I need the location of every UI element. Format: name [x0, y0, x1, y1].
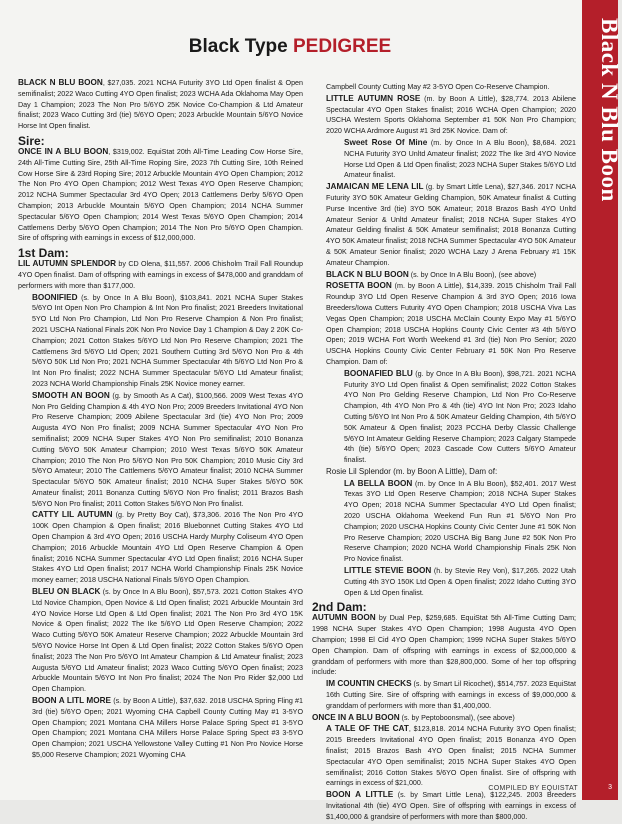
offspring-name: BOON A LITTLE [326, 790, 394, 800]
first-dam-entry [18, 259, 303, 291]
offspring-entry [312, 679, 576, 711]
grand-offspring-name: BOONAFIED BLU [344, 368, 413, 378]
offspring-entry [18, 510, 303, 586]
offspring-record: (m. by Boon A Little), $28,774. 2013 Abilene Spectacular 4YO Open Stakes finalist; 2016 WCHA Open Champion; 2020 USCHA Western Sports Oklahoma September #1 50K Non Pro Champion; 2020 WCHA Ardmore August #1 3rd 25K Novice. Dam of: [326, 94, 576, 136]
offspring-record: (s. by Once In A Blu Boon), (see above) [408, 270, 537, 279]
horse-name: BLACK N BLU BOON [18, 78, 103, 87]
offspring-record: (s. by Peptoboonsmal), (see above) [399, 713, 515, 722]
offspring-record: , $123,818. 2014 NCHA Futurity 3YO Open finalist; 2015 Breeders Invitational 4YO Open finalist; 2015 Bonanza 4YO Open finalist; 2015 Brazos Bash 4YO Open finalist; 2015 NCHA Summer Spectacular 4YO Open semifinalist; 2015 NCHA Super Stakes 4YO Open semifinalist; 2016 Cotton Stakes 5/6YO Open finalist. Sire of offspring with earnings in excess of $21,000. [326, 725, 576, 788]
sire-entry [18, 147, 303, 244]
offspring-record: (s. by Smart Lil Ricochet), $514,757. 2023 EquiStat 16th Cutting Sire. Sire of offspring with earnings in excess of $9,000,000 & granddam of performers with more than $1,400,000. [326, 680, 576, 710]
grand-offspring-entry [312, 138, 576, 181]
continued-text: Campbell County Cutting May #2 3-5YO Open Co-Reserve Champion. [326, 83, 550, 91]
offspring-name: JAMAICAN ME LENA LIL [326, 182, 424, 192]
grand-offspring-name: LA BELLA BOON [344, 478, 413, 488]
offspring-entry [18, 696, 303, 761]
left-column [18, 78, 303, 762]
offspring-name: BLEU ON BLACK [32, 587, 101, 597]
second-dam-name: AUTUMN BOON [312, 613, 376, 623]
grand-offspring-entry [312, 566, 576, 598]
grand-offspring-record: (m. by Once In A Blu Boon), $52,401. 2017 West Texas 3YO Ltd Open Reserve Champion; 2018 NCHA Super Stakes 4YO Open; 2018 NCHA Summer Spectacular 4YO Ltd Open finalist; 2020 USCHA Oklahoma Weekend Fun Run #1 5/6YO Non Pro Champion; 2020 USCHA Hopkins County Civic Center June #1 50K Non Pro Reserve Champion; 2020 USCHA Big Bang June #2 50K Non Pro Reserve Champion; 2020 NCHA World Championship Finals 25K Non Pro Novice finalist. [344, 479, 576, 564]
horse-entry [18, 78, 303, 132]
offspring-entry [312, 724, 576, 789]
offspring-name: BLACK N BLU BOON [326, 269, 409, 279]
offspring-name: ONCE IN A BLU BOON [312, 712, 400, 722]
offspring-record: (g. by Pretty Boy Cat), $73,306. 2016 The Non Pro 4YO 100K Open Champion & Open finalist; 2016 Bluebonnet Cutting Stakes 4YO Ltd Open Champion & 3rd 4YO Open; 2016 USCHA Hardy Murphy Coliseum 4YO Open Champion; 2016 Arbuckle Mountain 4YO Ltd Open Reserve Champion & Open finalist; 2016 NCHA Summer Spectacular 4YO Ltd Open finalist; 2016 NCHA Super Stakes 4YO Ltd Open finalist; 2017 NCHA World Championship Finals 25K Novice money earner; 2018 USCHA National Finals 5/6YO Open Champion. [32, 511, 303, 585]
grand-offspring-record: (g. by Once In A Blu Boon), $98,721. 2021 NCHA Futurity 3YO Ltd Open finalist & Open semifinalist; 2022 Cotton Stakes 4YO Non Pro Gelding Reserve Champion, Ltd Non Pro Co-Reserve Champion, 4th 4YO Non Pro & 4th (tie) 4YO Int Non Pro; 2023 Idaho Cutting 5/6YO Int Non Pro & 50K Amateur Gelding Champion, 4th 5/6YO 50K Amateur & Open finalist; 2023 PCCHA Derby Classic Challenge 5/6YO Int Amateur Gelding Reserve Champion; 2023 Calgary Stampede 4th (tie) 5/6YO Open; 2023 Cascade Cow Cutters 5/6YO Amateur finalist. [344, 369, 577, 465]
footer-credit: COMPILED BY EQUISTAT [488, 785, 578, 792]
sire-name: ONCE IN A BLU BOON [18, 146, 109, 156]
sire-record: , $319,002. EquiStat 20th All-Time Leading Cow Horse Sire, 24th All-Time Cutting Sire, 25th All-Time Roping Sire, 2023 7th Cutting Sire, 10th Reined Cow Horse Sire & 23rd Roping Sire; 2012 Arbuckle Mountain 4YO Open Champion; 2012 The Non Pro 4YO Open Champion; 2012 West Texas 4YO Open Reserve Champion; 2012 NCHA Summer Spectacular 3rd 4YO Open; 2013 Cattlemens Derby 5/6YO Open Champion; 2013 Arbuckle Mountain 5/6YO Open Champion; 2014 NCHA Summer Spectacular 5/6YO Open Champion; 2014 West Texas 5/6YO Open Champion; 2014 Cattlemens Derby 5/6YO Open Champion; 2014 The Non Pro 5/6YO Open Champion. Sire of offspring with earnings in excess of $12,000,000. [18, 147, 303, 243]
title-pedigree: PEDIGREE [293, 36, 392, 57]
offspring-record: (m. by Boon A Little), $14,339. 2015 Chisholm Trail Fall Roundup 3YO Ltd Open Reserve Champion & 3rd 3YO Open; 2016 Iowa Breeders/Iowa Cutters Futurity 4YO Open Champion; 2018 USCHA Viva Las Vegas Open Champion; 2018 USCHA McClain County Expo May #1 5/6YO Open Champion; 2018 USCHA Hopkins County Civic Center #3 4th 5/6YO Open; 2019 WCHA Fort Worth Weekend #1 3rd (tie) Non Pro Senior; 2020 USCHA Hopkins County Civic Center February #1 50K Non Pro Reserve Champion. Dam of: [326, 282, 576, 366]
dam-line: Rosie Lil Splendor (m. by Boon A Little), Dam of: [326, 466, 498, 476]
side-banner-title: Black N Blu Boon [597, 18, 622, 202]
offspring-name: BOON A LITL MORE [32, 696, 111, 706]
offspring-entry [18, 391, 303, 510]
second-dam-heading: 2nd Dam: [312, 600, 367, 615]
offspring-record: (g. by Smooth As A Cat), $100,566. 2009 West Texas 4YO Non Pro Gelding Champion & 4th 4YO Non Pro; 2009 Breeders Invitational 4YO Non Pro Reserve Champion; 2009 Abilene Spectacular 3rd (tie) 4YO Non Pro; 2009 Augusta 4YO Non Pro finalist; 2009 NCHA Summer Spectacular 4YO Non Pro semifinalist; 2009 NCHA Super Stakes 4YO Non Pro semifinalist; 2010 Bonanza Cutting 5/6YO 50K Amateur Champion; 2010 West Texas 5/6YO 50K Amateur Champion; 2010 The Non Pro 5/6YO Non Pro 50K Champion; 2010 Music City 3rd 5/6YO Amateur; 2010 The Cattlemens 5/6YO Amateur finalist; 2010 NCHA Summer Spectacular 5/6YO 50K Amateur finalist; 2010 NCHA Super Stakes 5/6YO 50K Amateur finalist; 2011 Bonanza Cutting 5/6YO Non Pro finalist; 2011 Brazos Bash 5/6YO Non Pro finalist; 2011 Cotton Stakes 5/6YO Non Pro finalist. [32, 391, 303, 508]
second-dam-entry [312, 613, 576, 678]
second-dam-record: by Dual Pep, $259,685. EquiStat 5th All-Time Cutting Dam; 1998 NCHA Super Stakes 4YO Open Champion; 1998 Augusta 4YO Open Champion; 1998 El Cid 4YO Open Champion; 1999 NCHA Super Stakes 5/6YO Open Champion. Dam of offspring with earnings in excess of $2,000,000 & granddam of performers with more than $28,800,000. Some of her top offspring include: [312, 614, 577, 677]
offspring-entry [18, 587, 303, 695]
offspring-name: A TALE OF THE CAT [326, 724, 409, 734]
first-dam-record: by CD Olena, $11,557. 2006 Chisholm Trail Fall Roundup 4YO Open finalist. Dam of offspring with earnings in excess of $478,000 and granddam of performers with more than $177,000. [18, 260, 304, 290]
offspring-name: IM COUNTIN CHECKS [326, 679, 412, 689]
grand-offspring-name: LITTLE STEVIE BOON [344, 566, 432, 576]
grand-offspring-entry [312, 369, 576, 466]
offspring-name: BOONIFIED [32, 292, 78, 302]
offspring-entry [312, 790, 576, 822]
offspring-entry [312, 270, 576, 281]
offspring-record: (s. by Boon A Little), $37,632. 2018 USCHA Spring Fling #1 3rd (tie) 5/6YO Open; 2021 Wyoming CHA Capbell County Cutting May #1 3-5YO Open Champion; 2021 Montana CHA Millers Horse Palace Spring Spect #1 3-5YO Open Champion; 2021 Montana CHA Millers Horse Palace Spring Spect #3 3-5YO Open Champion; 2021 USCHA Yellowstone Valley Cutting #1 Non Pro Novice Horse $5,000 Reserve Champion; 2021 Wyoming CHA [32, 697, 303, 760]
offspring-entry [18, 293, 303, 390]
offspring-name: LITTLE AUTUMN ROSE [326, 93, 421, 103]
grand-offspring-entry [312, 479, 576, 565]
page-title [0, 36, 580, 58]
offspring-entry [312, 182, 576, 268]
horse-record: , $27,035. 2021 NCHA Futurity 3YO Ltd Open finalist & Open semifinalist; 2022 Waco Cutting 4YO Open finalist; 2023 WCHA Ada Oklahoma May Open Day 1 Champion; 2023 The Non Pro 5/6YO 25K Novice Co-Champion & Ltd Amateur finalist; 2023 Waco Cutting 3rd (tie) 5/6YO Open; 2023 Arbuckle Mountain 5/6YO Novice Horse Int Open finalist. [18, 79, 303, 131]
title-black-type: Black Type [188, 36, 288, 57]
offspring-name: ROSETTA BOON [326, 281, 392, 291]
first-dam-name: LIL AUTUMN SPLENDOR [18, 259, 117, 269]
offspring-entry [312, 281, 576, 367]
offspring-entry [312, 94, 576, 137]
offspring-entry [312, 713, 576, 724]
grand-offspring-record: (h. by Stevie Rey Von), $17,265. 2022 Utah Cutting 4th 3YO 150K Ltd Open & Open finalist; 2022 Idaho Cutting 3YO Open & Ltd Open finalist. [344, 567, 576, 597]
offspring-record: (s. by Smart Little Lena), $122,245. 2003 Breeders Invitational 4th (tie) 4YO Open. Sire of offspring with earnings in excess of $1,400,000 & grandsire of performers with more than $800,000. [326, 791, 576, 821]
offspring-record: (s. by Once In A Blu Boon), $103,841. 2021 NCHA Super Stakes 5/6YO Int Open Non Pro Champion & Int Non Pro finalist; 2021 Breeders Invitational 5YO Ltd Non Pro Champion, Ltd Non Pro Reserve Champion & Non Pro finalist; 2021 USCHA National Finals 20K Non Pro Novice Day 1 Champion & Day 2 20K Co-Champion; 2021 Cotton Stakes 5/6YO Ltd Non Pro Reserve Champion; 2021 The Cattlemens 3rd 5/6YO Ltd Open; 2021 Southern Cutting 3rd 5/6YO Non Pro & 4th 5/6YO 50K Ltd Non Pro; 2021 NCHA Summer Spectacular 4th 5/6YO Ltd Non Pro & Int Non Pro finalist; 2022 NCHA Summer Spectacular 5/6YO Ltd Amateur finalist; 2023 NCHA World Championship Finals 25K Novice money earner. [32, 293, 303, 388]
offspring-name: SMOOTH AN BOON [32, 390, 110, 400]
grand-offspring-name: Sweet Rose Of Mine [344, 137, 428, 147]
offspring-record: (s. by Once In A Blu Boon), $57,573. 2021 Cotton Stakes 4YO Ltd Novice Champion, Open Novice & Ltd Open finalist; 2021 Arbuckle Mountain 3rd 4YO Novice Horse Ltd Open & Ltd Open finalist; 2021 The Non Pro 3rd 4YO 15K Novice & Open finalist; 2022 The Ike 5/6YO Ltd Open Reserve Champion; 2022 Waco Cutting 5/6YO 50K Amateur Reserve Champion; 2022 Arbuckle Mountain 3rd 5/6YO Novice Horse Int Open & Ltd Open finalist; 2022 Cotton Stakes 5/6YO Open finalist; 2023 The Non Pro 5/6YO Int Amateur Champion & Ltd Amateur finalist; 2023 Augusta 5/6YO Ltd Amateur finalist; 2023 Waco Cutting 5/6YO Open finalist; 2023 Arbuckle Mountain 5/6YO Int Non Pro finalist; 2024 The Non Pro Rider $2,000 Ltd Open Champion. [32, 588, 303, 694]
offspring-name: CATTY LIL AUTUMN [32, 510, 113, 520]
sire-heading: Sire: [18, 133, 45, 148]
offspring-record: (g. by Smart Little Lena), $27,346. 2017 NCHA Futurity 3YO 50K Amateur Gelding Champion, 50K Amateur finalist & Cutting Purse Incentive 3rd (tie) 3YO 50K Amateur; 2018 Brazos Bash 4YO Unltd Amateur Senior & Unltd Amateur finalist; 2018 NCHA Super Stakes 4YO Amateur Gelding finalist & 50K Amateur semifinalist; 2018 Bonanza Cutting 4YO 50K Amateur finalist; 2018 NCHA Summer Spectacular 4YO 50K Amateur & 50K Amateur Senior finalist; 2020 WCHA Lazy J Arena February #1 15K Amateur Champion. [326, 183, 576, 267]
page-number: 3 [608, 784, 612, 791]
right-column [312, 82, 576, 824]
grand-offspring-record: (m. by Once In A Blu Boon), $8,684. 2021 NCHA Futurity 3YO Unltd Amateur finalist; 2022 The Ike 3rd 4YO Novice Horse Ltd Open & Ltd Open finalist; 2023 NCHA Super Stakes 5/6YO Ltd Amateur finalist. [344, 138, 576, 180]
first-dam-heading: 1st Dam: [18, 246, 69, 261]
